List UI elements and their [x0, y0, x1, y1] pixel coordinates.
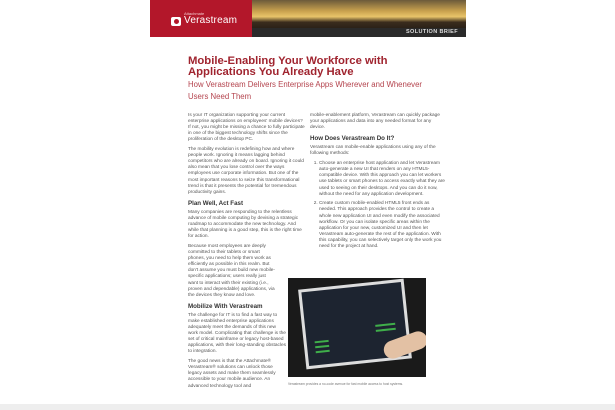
paragraph: The mobility evolution is redefining how and where people work. Ignoring it means lagging behind competitors who are already on board. Ignoring it could also mean that you lose control over the ways employees use corporate information. But one of the most important reasons to seize this transformational trend is that it presents the potential for tremendous productivity gains.	[188, 147, 304, 195]
image-caption: Verastream provides a no-code avenue for fast mobile access to host systems.	[288, 382, 404, 386]
section-heading: How Does Verastream Do It?	[310, 135, 395, 143]
brand-name: Verastream	[184, 15, 238, 26]
right-column	[310, 113, 446, 254]
document-page	[150, 0, 466, 404]
page-subtitle: How Verastream Delivers Enterprise Apps Wherever and Whenever Users Need Them	[188, 80, 423, 101]
paragraph: Is your IT organization supporting your current enterprise applications on employees' mobile devices? If not, you might be missing a chance to fully participate in one of the biggest technology shifts since the proliferation of the desktop PC.	[188, 113, 305, 143]
paragraph: Because most employees are deeply committed to their tablets or smart phones, you need to help them work as efficiently as possible in this realm. But don't assume you must build new mobile-specific applications; users really just want to interact with their existing (i.e., proven and dependable) applications, via the devices they know and love.	[188, 243, 275, 298]
brand-small: Attachmate	[184, 11, 205, 16]
paragraph: Verastream can mobile-enable applications using any of the following methods:	[310, 145, 436, 157]
paragraph: The challenge for IT is to find a fast way to make established enterprise applications adequately meet the demands of this new work model. Complicating that challenge is the set of critical mainframe or legacy host-based applications, with their long-standing obstacles to integration.	[188, 312, 286, 355]
page-title: Mobile-Enabling Your Workforce with Applications You Already Have	[188, 55, 388, 78]
section-heading: Mobilize With Verastream	[188, 302, 263, 310]
list-item: 2. Create custom mobile-enabled HTML5 front ends as needed. This approach provides the control to create a whole new application UI and even modify the associated workflow. Or you can isolate specific areas within the application for your new, customized UI and then let Verastream auto-generate the rest of the application. With this capability, you can selectively target only the work you need for the project at hand.	[319, 201, 446, 250]
list-item: 1. Choose an enterprise host application and let Verastream auto-generate a new UI that renders on any HTML5-compatible device. With this approach you can let workers use tablets or smart phones to access exactly what they are used to seeing on their desktops. And you can do it now, without the need for any application development.	[319, 161, 446, 198]
brand-block	[150, 0, 252, 37]
paragraph: Many companies are responding to the relentless advance of mobile computing by devising a strategic roadmap to accommodate the new technology. And while that planning is a good step, this is the right time for action.	[188, 209, 302, 240]
verastream-logo-icon	[171, 17, 181, 26]
tablet-photo	[288, 278, 426, 377]
methods-list	[310, 161, 446, 250]
paragraph: The good news is that the Attachmate® Verastream® solutions can unlock those legacy assets and make them seamlessly accessible to your mobile audience. An advanced technology tool and	[188, 359, 276, 389]
header-banner	[150, 0, 466, 37]
page-bottom-edge	[0, 404, 615, 410]
doc-type-label: SOLUTION BRIEF	[405, 29, 458, 35]
section-heading: Plan Well, Act Fast	[188, 199, 244, 207]
paragraph: mobile-enablement platform, Verastream can quickly package your applications and data into any needed format for any device.	[310, 113, 440, 131]
